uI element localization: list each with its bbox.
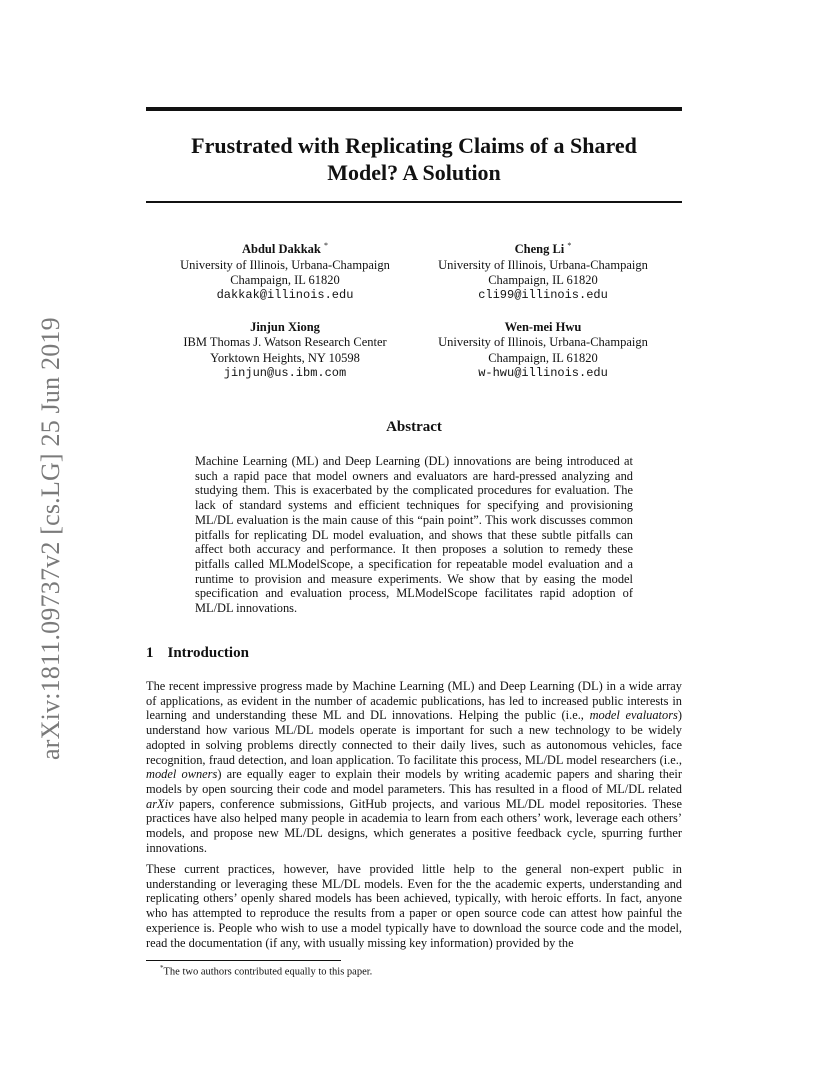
author-affiliation: University of Illinois, Urbana-Champaign: [180, 257, 390, 272]
author-affiliation: IBM Thomas J. Watson Research Center: [183, 335, 387, 350]
author-email[interactable]: w-hwu@illinois.edu: [478, 366, 608, 381]
footnote-rule: [146, 960, 341, 961]
section-title: Introduction: [167, 645, 249, 661]
footnote-mark: *: [160, 964, 164, 972]
section-number: 1: [146, 645, 154, 661]
emphasis: arXiv: [146, 796, 174, 811]
author-email[interactable]: dakkak@illinois.edu: [216, 288, 354, 303]
author-affiliation: University of Illinois, Urbana-Champaign: [438, 335, 648, 350]
author-email[interactable]: jinjun@us.ibm.com: [223, 366, 347, 381]
author-block-1: [165, 238, 405, 304]
author-affiliation: University of Illinois, Urbana-Champaign: [438, 257, 648, 272]
intro-paragraph-2: These current practices, however, have provided little help to the general non-expert public in understanding or leveraging these ML/DL models. Even for the the academic experts, understanding and replicating others’ openly shared models has been achieved, typically, with heroic efforts. In fact, anyone who has attempted to reproduce the results from a paper or open source code can attest how painful the experience is. People who wish to use a model typically have to download the source code and the model, read the documentation (if any, with usually missing key information) provided by the: [146, 862, 682, 950]
arxiv-stamp: arXiv:1811.09737v2 [cs.LG] 25 Jun 2019: [36, 317, 65, 760]
title-line-2: Model? A Solution: [327, 160, 501, 185]
author-block-2: [423, 238, 663, 304]
author-mark: *: [567, 241, 572, 250]
author-name: Jinjun Xiong: [250, 320, 320, 334]
footnote: [160, 962, 372, 979]
author-email[interactable]: cli99@illinois.edu: [478, 288, 608, 303]
section-heading: [146, 645, 249, 662]
author-name: Wen-mei Hwu: [504, 320, 582, 334]
author-name: Cheng Li *: [514, 241, 572, 257]
author-location: Champaign, IL 61820: [230, 272, 340, 287]
author-location: Champaign, IL 61820: [488, 272, 598, 287]
emphasis: model owners: [146, 767, 218, 782]
author-name: Abdul Dakkak *: [242, 241, 328, 257]
author-block-4: [423, 320, 663, 382]
author-mark: *: [324, 241, 328, 250]
title-top-rule: [146, 107, 682, 111]
title-bottom-rule: [146, 201, 682, 203]
author-location: Champaign, IL 61820: [488, 350, 598, 365]
emphasis: model evaluators: [589, 708, 678, 723]
abstract-heading: Abstract: [386, 419, 442, 435]
author-block-3: [165, 320, 405, 382]
abstract-text: Machine Learning (ML) and Deep Learning (DL) innovations are being introduced at such a rapid pace that model owners and evaluators are hard-pressed analyzing and studying them. This is exacerbated by the complicated procedures for evaluation. The lack of standard systems and efficient techniques for specifying and provisioning ML/DL evaluation is the main cause of this “pain point”. This work discusses common pitfalls for replicating DL model evaluation, and shows that these subtle pitfalls can affect both accuracy and performance. It then proposes a solution to remedy these pitfalls called MLModelScope, a specification for repeatable model evaluation and a runtime to provision and measure experiments. We show that by easing the model specification and evaluation process, MLModelScope facilitates rapid adoption of ML/DL innovations.: [195, 454, 633, 616]
footnote-text: The two authors contributed equally to this paper.: [163, 966, 373, 978]
intro-paragraph-1: The recent impressive progress made by Machine Learning (ML) and Deep Learning (DL) in a wide array of applications, as evident in the number of academic publications, has led to increased public interests in learning and understanding these ML and DL innovations. Helping the public (i.e., model evaluators) understand how various ML/DL models operate is important for such a new technology to be widely adopted in solving problems directly connected to their daily lives, such as autonomous vehicles, face recognition, fraud detection, and loan application. To facilitate this process, ML/DL model researchers (i.e., model owners) are equally eager to explain their models by writing academic papers and sharing their models by open sourcing their code and model parameters. This has resulted in a flood of ML/DL related arXiv papers, conference submissions, GitHub projects, and various ML/DL model repositories. These practices have also helped many people in academia to learn from each others’ work, leverage each others’ models, and propose new ML/DL designs, which generates a positive feedback cycle, spurring further innovations.: [146, 679, 682, 855]
author-location: Yorktown Heights, NY 10598: [210, 350, 360, 365]
paper-title: [146, 132, 682, 186]
title-line-1: Frustrated with Replicating Claims of a Shared: [191, 133, 637, 158]
